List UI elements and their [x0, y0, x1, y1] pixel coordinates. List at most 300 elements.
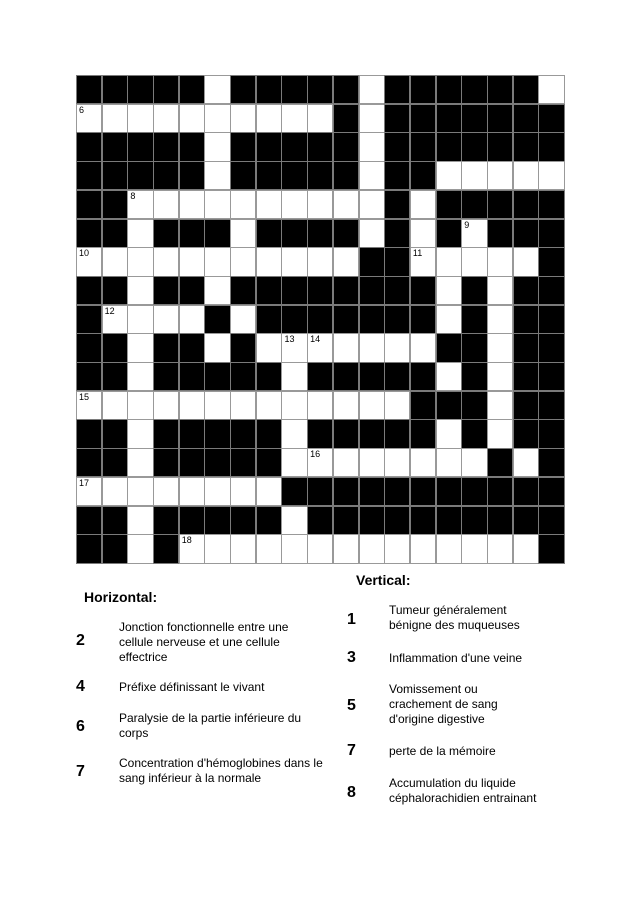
black-cell [487, 506, 513, 535]
black-cell [461, 132, 487, 161]
grid-cell[interactable] [76, 247, 102, 276]
horizontal-title: Horizontal: [84, 589, 158, 605]
black-cell [281, 305, 307, 334]
black-cell [179, 419, 205, 448]
grid-cell[interactable] [307, 190, 333, 219]
grid-cell[interactable] [204, 75, 230, 104]
grid-cell[interactable] [256, 247, 282, 276]
black-cell [179, 219, 205, 248]
grid-cell[interactable] [436, 534, 462, 563]
grid-cell[interactable] [102, 391, 128, 420]
grid-cell[interactable] [487, 391, 513, 420]
cell-number: 13 [284, 334, 295, 345]
grid-cell[interactable] [410, 448, 436, 477]
black-cell [461, 190, 487, 219]
grid-cell[interactable] [333, 247, 359, 276]
black-cell [230, 276, 256, 305]
clue-number: 7 [347, 742, 356, 759]
grid-cell[interactable] [76, 104, 102, 133]
grid-cell[interactable] [410, 190, 436, 219]
black-cell [256, 362, 282, 391]
grid-cell[interactable] [487, 333, 513, 362]
cell-number: 14 [310, 334, 321, 345]
grid-cell[interactable] [76, 391, 102, 420]
black-cell [461, 506, 487, 535]
black-cell [102, 448, 128, 477]
black-cell [359, 506, 385, 535]
grid-cell[interactable] [230, 219, 256, 248]
grid-cell[interactable] [127, 333, 153, 362]
grid-cell[interactable] [127, 104, 153, 133]
black-cell [153, 419, 179, 448]
black-cell [256, 419, 282, 448]
clue-number: 1 [347, 611, 356, 628]
black-cell [102, 333, 128, 362]
clue-text: Préfixe définissant le vivant [119, 680, 265, 694]
black-cell [538, 534, 564, 563]
black-cell [307, 132, 333, 161]
grid-cell[interactable] [256, 333, 282, 362]
black-cell [76, 190, 102, 219]
black-cell [153, 506, 179, 535]
grid-cell[interactable] [127, 419, 153, 448]
grid-cell[interactable] [153, 477, 179, 506]
black-cell [410, 132, 436, 161]
grid-cell[interactable] [127, 391, 153, 420]
black-cell [76, 534, 102, 563]
cell-number: 6 [79, 104, 85, 115]
black-cell [256, 75, 282, 104]
black-cell [538, 190, 564, 219]
grid-cell[interactable] [487, 534, 513, 563]
black-cell [436, 333, 462, 362]
clue-text: Concentration d'hémoglobines dans le sang inférieur à la normale [119, 756, 323, 785]
clue-number: 4 [76, 678, 85, 695]
black-cell [102, 506, 128, 535]
grid-cell[interactable] [436, 419, 462, 448]
black-cell [76, 506, 102, 535]
black-cell [384, 104, 410, 133]
cell-number: 10 [79, 248, 90, 259]
black-cell [436, 219, 462, 248]
grid-cell[interactable] [487, 419, 513, 448]
black-cell [102, 219, 128, 248]
black-cell [76, 161, 102, 190]
black-cell [281, 132, 307, 161]
grid-cell[interactable] [256, 104, 282, 133]
grid-cell[interactable] [436, 305, 462, 334]
black-cell [179, 448, 205, 477]
cell-number: 17 [79, 477, 90, 488]
clue-text: Accumulation du liquide céphalorachidien entrainant [389, 776, 537, 805]
vertical-title: Vertical: [356, 572, 411, 588]
grid-cell[interactable] [127, 247, 153, 276]
grid-cell[interactable] [436, 362, 462, 391]
grid-cell[interactable] [127, 506, 153, 535]
black-cell [281, 161, 307, 190]
grid-cell[interactable] [461, 219, 487, 248]
grid-cell[interactable] [513, 448, 539, 477]
grid-cell[interactable] [359, 448, 385, 477]
black-cell [410, 419, 436, 448]
black-cell [487, 219, 513, 248]
grid-cell[interactable] [230, 391, 256, 420]
grid-cell[interactable] [204, 534, 230, 563]
black-cell [461, 477, 487, 506]
cell-number: 9 [464, 219, 470, 230]
black-cell [461, 104, 487, 133]
grid-cell[interactable] [153, 104, 179, 133]
grid-cell[interactable] [410, 534, 436, 563]
grid-cell[interactable] [179, 104, 205, 133]
black-cell [204, 448, 230, 477]
cell-number: 11 [412, 248, 423, 259]
black-cell [307, 362, 333, 391]
black-cell [179, 276, 205, 305]
black-cell [204, 219, 230, 248]
black-cell [384, 276, 410, 305]
black-cell [384, 247, 410, 276]
grid-cell[interactable] [359, 190, 385, 219]
black-cell [461, 75, 487, 104]
grid-cell[interactable] [487, 276, 513, 305]
grid-cell[interactable] [256, 477, 282, 506]
grid-cell[interactable] [204, 333, 230, 362]
black-cell [359, 477, 385, 506]
black-cell [230, 448, 256, 477]
grid-cell[interactable] [204, 190, 230, 219]
grid-cell[interactable] [307, 448, 333, 477]
black-cell [384, 419, 410, 448]
black-cell [307, 219, 333, 248]
black-cell [179, 506, 205, 535]
grid-cell[interactable] [127, 276, 153, 305]
black-cell [487, 448, 513, 477]
black-cell [513, 419, 539, 448]
black-cell [256, 161, 282, 190]
grid-cell[interactable] [487, 305, 513, 334]
black-cell [204, 305, 230, 334]
grid-cell[interactable] [230, 477, 256, 506]
black-cell [384, 506, 410, 535]
grid-cell[interactable] [127, 448, 153, 477]
black-cell [153, 161, 179, 190]
black-cell [538, 506, 564, 535]
grid-cell[interactable] [384, 448, 410, 477]
black-cell [333, 419, 359, 448]
grid-cell[interactable] [153, 190, 179, 219]
grid-cell[interactable] [359, 391, 385, 420]
grid-cell[interactable] [204, 132, 230, 161]
grid-cell[interactable] [436, 448, 462, 477]
black-cell [461, 391, 487, 420]
black-cell [461, 305, 487, 334]
grid-cell[interactable] [359, 161, 385, 190]
grid-cell[interactable] [102, 305, 128, 334]
grid-cell[interactable] [461, 448, 487, 477]
black-cell [513, 477, 539, 506]
black-cell [179, 132, 205, 161]
grid-cell[interactable] [230, 190, 256, 219]
black-cell [513, 190, 539, 219]
black-cell [102, 161, 128, 190]
grid-cell[interactable] [436, 247, 462, 276]
black-cell [436, 190, 462, 219]
black-cell [513, 276, 539, 305]
black-cell [153, 534, 179, 563]
black-cell [256, 276, 282, 305]
grid-cell[interactable] [384, 391, 410, 420]
black-cell [538, 333, 564, 362]
grid-cell[interactable] [179, 305, 205, 334]
grid-cell[interactable] [281, 448, 307, 477]
black-cell [204, 362, 230, 391]
grid-cell[interactable] [230, 247, 256, 276]
black-cell [102, 534, 128, 563]
grid-cell[interactable] [513, 247, 539, 276]
grid-cell[interactable] [153, 305, 179, 334]
black-cell [179, 75, 205, 104]
grid-cell[interactable] [230, 104, 256, 133]
black-cell [281, 75, 307, 104]
black-cell [461, 362, 487, 391]
black-cell [127, 132, 153, 161]
grid-cell[interactable] [204, 161, 230, 190]
grid-cell[interactable] [127, 190, 153, 219]
black-cell [333, 132, 359, 161]
grid-cell[interactable] [333, 190, 359, 219]
grid-cell[interactable] [102, 247, 128, 276]
black-cell [76, 132, 102, 161]
grid-cell[interactable] [204, 104, 230, 133]
black-cell [436, 104, 462, 133]
grid-cell[interactable] [102, 104, 128, 133]
grid-cell[interactable] [333, 534, 359, 563]
black-cell [538, 362, 564, 391]
black-cell [76, 305, 102, 334]
grid-cell[interactable] [230, 305, 256, 334]
black-cell [359, 305, 385, 334]
black-cell [538, 305, 564, 334]
grid-cell[interactable] [204, 276, 230, 305]
black-cell [256, 506, 282, 535]
grid-cell[interactable] [513, 161, 539, 190]
clue-number: 3 [347, 649, 356, 666]
grid-cell[interactable] [359, 219, 385, 248]
grid-cell[interactable] [333, 391, 359, 420]
grid-cell[interactable] [359, 75, 385, 104]
black-cell [538, 391, 564, 420]
black-cell [436, 506, 462, 535]
grid-cell[interactable] [538, 161, 564, 190]
grid-cell[interactable] [487, 161, 513, 190]
clue-text: Tumeur généralement bénigne des muqueuses [389, 603, 520, 632]
grid-cell[interactable] [307, 534, 333, 563]
black-cell [256, 305, 282, 334]
cell-number: 8 [130, 190, 136, 201]
grid-cell[interactable] [384, 534, 410, 563]
black-cell [384, 477, 410, 506]
grid-cell[interactable] [179, 391, 205, 420]
black-cell [384, 161, 410, 190]
black-cell [333, 276, 359, 305]
grid-cell[interactable] [487, 247, 513, 276]
black-cell [436, 75, 462, 104]
grid-cell[interactable] [230, 534, 256, 563]
black-cell [153, 362, 179, 391]
grid-cell[interactable] [281, 247, 307, 276]
black-cell [76, 362, 102, 391]
black-cell [384, 190, 410, 219]
black-cell [76, 333, 102, 362]
black-cell [333, 104, 359, 133]
black-cell [333, 477, 359, 506]
grid-cell[interactable] [487, 362, 513, 391]
grid-cell[interactable] [179, 247, 205, 276]
grid-cell[interactable] [127, 305, 153, 334]
grid-cell[interactable] [256, 391, 282, 420]
black-cell [513, 75, 539, 104]
grid-cell[interactable] [461, 534, 487, 563]
black-cell [102, 75, 128, 104]
black-cell [204, 506, 230, 535]
black-cell [153, 448, 179, 477]
grid-cell[interactable] [179, 477, 205, 506]
black-cell [384, 219, 410, 248]
grid-cell[interactable] [384, 333, 410, 362]
grid-cell[interactable] [436, 161, 462, 190]
grid-cell[interactable] [436, 276, 462, 305]
grid-cell[interactable] [281, 362, 307, 391]
grid-cell[interactable] [307, 247, 333, 276]
black-cell [436, 391, 462, 420]
grid-cell[interactable] [281, 190, 307, 219]
grid-cell[interactable] [127, 219, 153, 248]
clue-number: 6 [76, 718, 85, 735]
grid-cell[interactable] [281, 506, 307, 535]
black-cell [359, 419, 385, 448]
clue-text: Vomissement ou crachement de sang d'origine digestive [389, 682, 498, 726]
black-cell [410, 276, 436, 305]
grid-cell[interactable] [153, 391, 179, 420]
grid-cell[interactable] [127, 477, 153, 506]
black-cell [153, 219, 179, 248]
black-cell [76, 75, 102, 104]
black-cell [307, 276, 333, 305]
grid-cell[interactable] [204, 247, 230, 276]
black-cell [76, 276, 102, 305]
grid-cell[interactable] [153, 247, 179, 276]
grid-cell[interactable] [127, 362, 153, 391]
black-cell [281, 477, 307, 506]
black-cell [153, 75, 179, 104]
clue-number: 2 [76, 632, 85, 649]
grid-cell[interactable] [307, 391, 333, 420]
grid-cell[interactable] [76, 477, 102, 506]
grid-cell[interactable] [410, 247, 436, 276]
crossword-grid [76, 75, 564, 563]
black-cell [513, 305, 539, 334]
grid-cell[interactable] [513, 534, 539, 563]
black-cell [76, 219, 102, 248]
grid-cell[interactable] [307, 104, 333, 133]
cell-number: 18 [181, 535, 192, 546]
grid-cell[interactable] [410, 333, 436, 362]
grid-cell[interactable] [256, 534, 282, 563]
black-cell [538, 477, 564, 506]
grid-cell[interactable] [179, 534, 205, 563]
black-cell [76, 448, 102, 477]
black-cell [307, 161, 333, 190]
black-cell [410, 391, 436, 420]
black-cell [230, 75, 256, 104]
grid-cell[interactable] [179, 190, 205, 219]
grid-cell[interactable] [281, 104, 307, 133]
black-cell [538, 448, 564, 477]
grid-cell[interactable] [281, 391, 307, 420]
grid-cell[interactable] [359, 333, 385, 362]
black-cell [410, 305, 436, 334]
clue-text: Paralysie de la partie inférieure du corps [119, 711, 302, 740]
black-cell [179, 333, 205, 362]
black-cell [230, 506, 256, 535]
grid-cell[interactable] [307, 333, 333, 362]
black-cell [307, 506, 333, 535]
black-cell [256, 219, 282, 248]
grid-cell[interactable] [461, 247, 487, 276]
black-cell [153, 276, 179, 305]
black-cell [410, 362, 436, 391]
grid-cell[interactable] [256, 190, 282, 219]
black-cell [538, 132, 564, 161]
black-cell [487, 132, 513, 161]
black-cell [153, 333, 179, 362]
black-cell [76, 419, 102, 448]
grid-cell[interactable] [204, 391, 230, 420]
black-cell [513, 333, 539, 362]
black-cell [513, 104, 539, 133]
black-cell [538, 247, 564, 276]
grid-cell[interactable] [359, 132, 385, 161]
grid-cell[interactable] [538, 75, 564, 104]
black-cell [513, 391, 539, 420]
black-cell [230, 333, 256, 362]
black-cell [281, 276, 307, 305]
grid-cell[interactable] [410, 219, 436, 248]
black-cell [102, 362, 128, 391]
grid-cell[interactable] [102, 477, 128, 506]
black-cell [102, 190, 128, 219]
grid-cell[interactable] [281, 333, 307, 362]
black-cell [384, 305, 410, 334]
black-cell [487, 75, 513, 104]
grid-cell[interactable] [204, 477, 230, 506]
grid-cell[interactable] [281, 419, 307, 448]
grid-cell[interactable] [359, 534, 385, 563]
black-cell [461, 333, 487, 362]
grid-cell[interactable] [461, 161, 487, 190]
black-cell [461, 276, 487, 305]
grid-cell[interactable] [333, 333, 359, 362]
black-cell [436, 132, 462, 161]
grid-cell[interactable] [281, 534, 307, 563]
black-cell [307, 477, 333, 506]
grid-cell[interactable] [127, 534, 153, 563]
grid-cell[interactable] [333, 448, 359, 477]
grid-cell[interactable] [359, 104, 385, 133]
cell-number: 12 [104, 305, 115, 316]
clue-text: Inflammation d'une veine [389, 651, 523, 665]
